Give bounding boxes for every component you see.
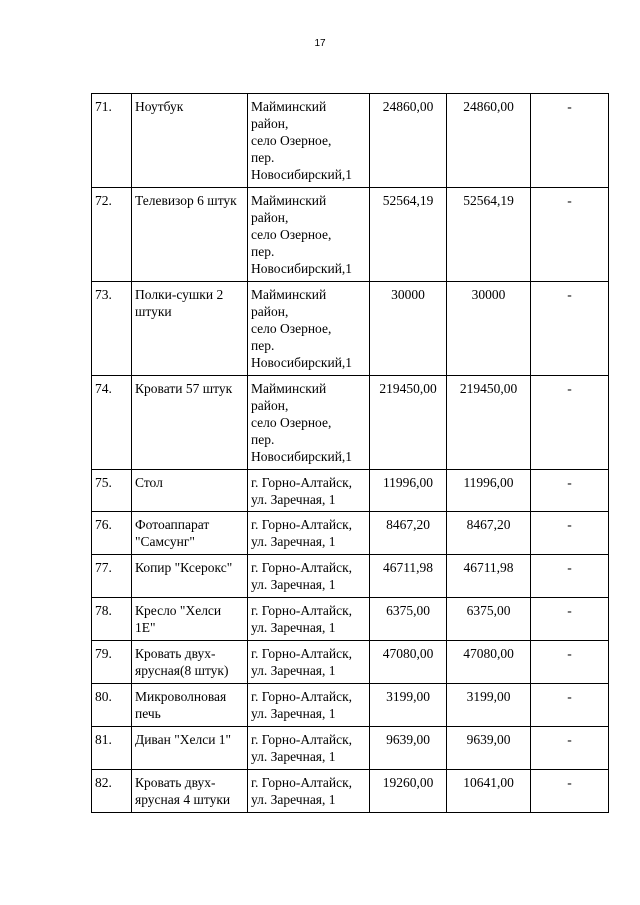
inventory-table xyxy=(91,93,609,813)
item-address: Майминский район, село Озерное, пер. Новосибирский,1 xyxy=(248,282,370,376)
value-2: 30000 xyxy=(447,282,531,376)
item-name: Кровать двух-ярусная 4 штуки xyxy=(132,770,248,813)
item-address: Майминский район, село Озерное, пер. Новосибирский,1 xyxy=(248,376,370,470)
value-1: 9639,00 xyxy=(370,727,447,770)
row-number: 74. xyxy=(92,376,132,470)
value-2: 46711,98 xyxy=(447,555,531,598)
row-number: 78. xyxy=(92,598,132,641)
value-2: 11996,00 xyxy=(447,470,531,512)
item-name: Ноутбук xyxy=(132,94,248,188)
table-row xyxy=(92,470,609,512)
table-row xyxy=(92,512,609,555)
value-2: 219450,00 xyxy=(447,376,531,470)
inventory-table-body xyxy=(92,94,609,813)
table-row xyxy=(92,94,609,188)
value-3: - xyxy=(531,684,609,727)
value-3: - xyxy=(531,470,609,512)
row-number: 75. xyxy=(92,470,132,512)
value-1: 24860,00 xyxy=(370,94,447,188)
row-number: 72. xyxy=(92,188,132,282)
value-2: 6375,00 xyxy=(447,598,531,641)
item-address: г. Горно-Алтайск, ул. Заречная, 1 xyxy=(248,598,370,641)
item-address: г. Горно-Алтайск, ул. Заречная, 1 xyxy=(248,684,370,727)
row-number: 77. xyxy=(92,555,132,598)
item-address: г. Горно-Алтайск, ул. Заречная, 1 xyxy=(248,727,370,770)
value-1: 3199,00 xyxy=(370,684,447,727)
item-name: Копир "Ксерокс" xyxy=(132,555,248,598)
item-address: г. Горно-Алтайск, ул. Заречная, 1 xyxy=(248,512,370,555)
value-2: 8467,20 xyxy=(447,512,531,555)
value-1: 30000 xyxy=(370,282,447,376)
value-3: - xyxy=(531,598,609,641)
value-2: 3199,00 xyxy=(447,684,531,727)
row-number: 71. xyxy=(92,94,132,188)
row-number: 81. xyxy=(92,727,132,770)
value-3: - xyxy=(531,641,609,684)
item-name: Телевизор 6 штук xyxy=(132,188,248,282)
item-name: Полки-сушки 2 штуки xyxy=(132,282,248,376)
item-address: г. Горно-Алтайск, ул. Заречная, 1 xyxy=(248,770,370,813)
table-row xyxy=(92,282,609,376)
value-1: 11996,00 xyxy=(370,470,447,512)
row-number: 76. xyxy=(92,512,132,555)
value-1: 19260,00 xyxy=(370,770,447,813)
item-address: г. Горно-Алтайск, ул. Заречная, 1 xyxy=(248,555,370,598)
value-2: 24860,00 xyxy=(447,94,531,188)
table-row xyxy=(92,188,609,282)
value-2: 9639,00 xyxy=(447,727,531,770)
table-row xyxy=(92,376,609,470)
item-name: Диван "Хелси 1" xyxy=(132,727,248,770)
value-3: - xyxy=(531,555,609,598)
value-1: 8467,20 xyxy=(370,512,447,555)
row-number: 73. xyxy=(92,282,132,376)
item-name: Кресло "Хелси 1Е" xyxy=(132,598,248,641)
value-3: - xyxy=(531,282,609,376)
value-2: 47080,00 xyxy=(447,641,531,684)
item-address: Майминский район, село Озерное, пер. Новосибирский,1 xyxy=(248,94,370,188)
table-row xyxy=(92,598,609,641)
value-1: 6375,00 xyxy=(370,598,447,641)
value-3: - xyxy=(531,727,609,770)
value-3: - xyxy=(531,376,609,470)
value-1: 52564,19 xyxy=(370,188,447,282)
value-2: 52564,19 xyxy=(447,188,531,282)
value-1: 219450,00 xyxy=(370,376,447,470)
table-row xyxy=(92,555,609,598)
table-row xyxy=(92,727,609,770)
value-3: - xyxy=(531,188,609,282)
item-address: г. Горно-Алтайск, ул. Заречная, 1 xyxy=(248,641,370,684)
value-3: - xyxy=(531,512,609,555)
page-number: 17 xyxy=(314,38,326,49)
row-number: 79. xyxy=(92,641,132,684)
table-row xyxy=(92,770,609,813)
row-number: 80. xyxy=(92,684,132,727)
value-1: 46711,98 xyxy=(370,555,447,598)
item-name: Микроволновая печь xyxy=(132,684,248,727)
item-address: г. Горно-Алтайск, ул. Заречная, 1 xyxy=(248,470,370,512)
value-3: - xyxy=(531,94,609,188)
item-address: Майминский район, село Озерное, пер. Новосибирский,1 xyxy=(248,188,370,282)
item-name: Стол xyxy=(132,470,248,512)
item-name: Кровати 57 штук xyxy=(132,376,248,470)
item-name: Кровать двух-ярусная(8 штук) xyxy=(132,641,248,684)
value-3: - xyxy=(531,770,609,813)
value-2: 10641,00 xyxy=(447,770,531,813)
table-row xyxy=(92,684,609,727)
item-name: Фотоаппарат "Самсунг" xyxy=(132,512,248,555)
table-row xyxy=(92,641,609,684)
value-1: 47080,00 xyxy=(370,641,447,684)
row-number: 82. xyxy=(92,770,132,813)
